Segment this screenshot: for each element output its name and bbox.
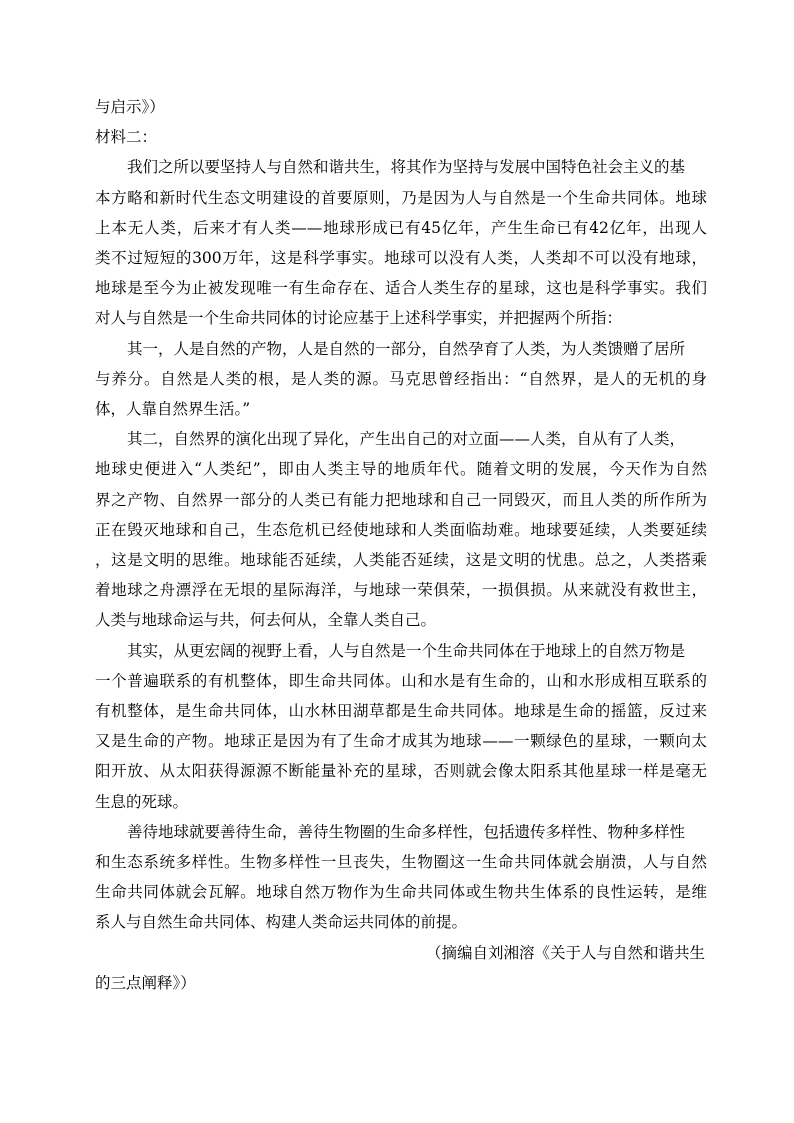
section-heading: 材料二： bbox=[95, 128, 158, 147]
text-line: 类不过短短的300万年，这是科学事实。地球可以没有人类，人类却不可以没有地球， bbox=[95, 249, 707, 268]
document-page bbox=[95, 92, 707, 998]
text-line: 着地球之舟漂浮在无垠的星际海洋，与地球一荣俱荣，一损俱损。从来就没有救世主， bbox=[95, 581, 707, 600]
text-line: 地球史便进入“人类纪”，即由人类主导的地质年代。随着文明的发展，今天作为自然 bbox=[95, 460, 707, 479]
paragraph-start: 其实，从更宏阔的视野上看，人与自然是一个生命共同体在于地球上的自然万物是 bbox=[127, 641, 686, 660]
text-line: 体，人靠自然界生活。” bbox=[95, 400, 251, 419]
text-line: 又是生命的产物。地球正是因为有了生命才成其为地球——一颗绿色的星球，一颗向太 bbox=[95, 732, 707, 751]
text-line: 人类与地球命运与共，何去何从，全靠人类自己。 bbox=[95, 611, 437, 630]
paragraph-start: 其二，自然界的演化出现了异化，产生出自己的对立面——人类，自从有了人类， bbox=[127, 430, 686, 449]
text-line: 本方略和新时代生态文明建设的首要原则，乃是因为人与自然是一个生命共同体。地球 bbox=[95, 188, 707, 207]
text-line: 一个普遍联系的有机整体，即生命共同体。山和水是有生命的，山和水形成相互联系的 bbox=[95, 671, 707, 690]
text-line: 阳开放、从太阳获得源源不断能量补充的星球，否则就会像太阳系其他星球一样是毫无 bbox=[95, 762, 707, 781]
text-line: 与启示》） bbox=[95, 98, 165, 116]
source-citation: （摘编自刘湘溶《关于人与自然和谐共生 bbox=[425, 943, 705, 962]
text-line: ，这是文明的思维。地球能否延续，人类能否延续，这是文明的忧患。总之，人类搭乘 bbox=[95, 551, 707, 570]
text-line: 对人与自然是一个生命共同体的讨论应基于上述科学事实，并把握两个所指： bbox=[95, 309, 623, 328]
paragraph-start: 其一，人是自然的产物，人是自然的一部分，自然孕育了人类，为人类馈赠了居所 bbox=[127, 339, 686, 358]
text-line: 正在毁灭地球和自己，生态危机已经使地球和人类面临劫难。地球要延续，人类要延续 bbox=[95, 520, 707, 539]
text-line: 地球是至今为止被发现唯一有生命存在、适合人类生存的星球，这也是科学事实。我们 bbox=[95, 279, 707, 298]
text-line: 上本无人类，后来才有人类——地球形成已有45亿年，产生生命已有42亿年，出现人 bbox=[95, 218, 707, 237]
source-citation-end: 的三点阐释》） bbox=[95, 973, 196, 992]
paragraph-start: 善待地球就要善待生命，善待生物圈的生命多样性，包括遗传多样性、物种多样性 bbox=[127, 822, 686, 841]
text-line: 与养分。自然是人类的根，是人类的源。马克思曾经指出：“自然界，是人的无机的身 bbox=[95, 369, 707, 388]
text-line: 系人与自然生命共同体、构建人类命运共同体的前提。 bbox=[95, 913, 468, 932]
text-line: 界之产物、自然界一部分的人类已有能力把地球和自己一同毁灭，而且人类的所作所为 bbox=[95, 490, 707, 509]
paragraph-start: 我们之所以要坚持人与自然和谐共生，将其作为坚持与发展中国特色社会主义的基 bbox=[127, 158, 686, 177]
text-line: 生息的死球。 bbox=[95, 792, 189, 811]
text-line: 生命共同体就会瓦解。地球自然万物作为生命共同体或生物共生体系的良性运转，是维 bbox=[95, 883, 707, 902]
text-line: 和生态系统多样性。生物多样性一旦丧失，生物圈这一生命共同体就会崩溃，人与自然 bbox=[95, 853, 707, 872]
text-line: 有机整体，是生命共同体，山水林田湖草都是生命共同体。地球是生命的摇篮，反过来 bbox=[95, 702, 707, 721]
